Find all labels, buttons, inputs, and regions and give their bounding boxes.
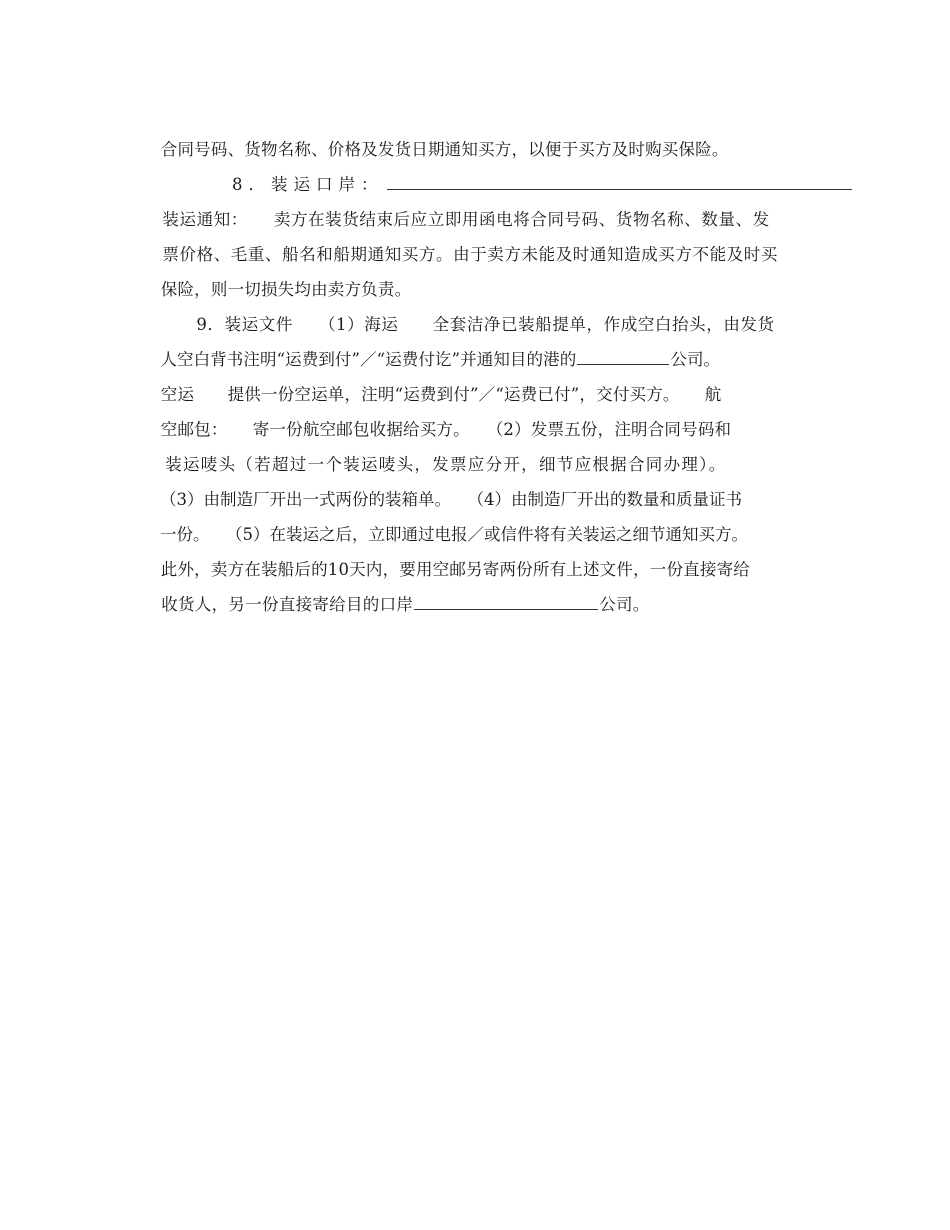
- text-run: 人空白背书注明“运费到付”／“运费付讫”并通知目的港的: [160, 350, 577, 369]
- text-run: 装运唛头（若超过一个装运唛头，发票应分开，细节应根据合同办理）。: [165, 455, 727, 474]
- text-run: 公司。: [670, 350, 721, 369]
- text-run: 票价格、毛重、船名和船期通知买方。由于卖方未能及时通知造成买方不能及时买: [162, 245, 778, 264]
- text-run: 装运通知： 卖方在装货结束后应立即用函电将合同号码、货物名称、数量、发: [162, 210, 770, 229]
- blank-fill-line: [577, 350, 669, 365]
- blank-fill-line: [387, 175, 852, 190]
- text-run: 公司。: [599, 595, 650, 614]
- text-run: （3）由制造厂开出一式两份的装箱单。 （4）由制造厂开出的数量和质量证书: [159, 490, 742, 509]
- text-run: 空运 提供一份空运单，注明“运费到付”／“运费已付”，交付买方。 航: [160, 385, 722, 404]
- text-run: 空邮包： 寄一份航空邮包收据给买方。 （2）发票五份，注明合同号码和: [160, 420, 732, 439]
- text-run: 此外，卖方在装船后的10天内，要用空邮另寄两份所有上述文件，一份直接寄给: [160, 560, 750, 579]
- text-run: 8．装运口岸：: [231, 175, 384, 194]
- blank-fill-line: [414, 595, 598, 610]
- text-run: 保险，则一切损失均由卖方负责。: [160, 280, 412, 299]
- body-line: [139, 575, 650, 635]
- text-run: 9．装运文件 （1）海运 全套洁净已装船提单，作成空白抬头，由发货: [196, 315, 775, 334]
- text-run: 收货人，另一份直接寄给目的口岸: [161, 595, 414, 614]
- text-run: 合同号码、货物名称、价格及发货日期通知买方，以便于买方及时购买保险。: [160, 140, 729, 159]
- text-run: 一份。 （5）在装运之后，立即通过电报／或信件将有关装运之细节通知买方。: [159, 525, 748, 544]
